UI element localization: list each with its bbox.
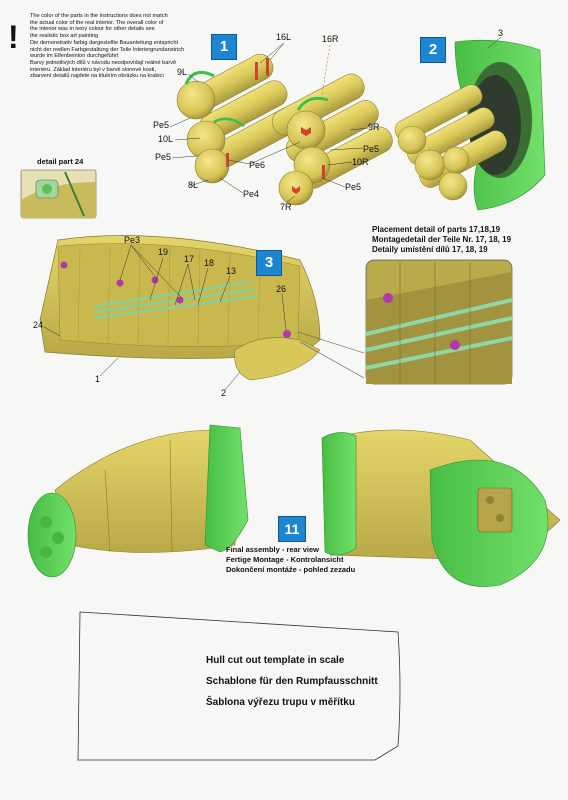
template-title-en: Hull cut out template in scale bbox=[206, 655, 345, 666]
final-caption-cz: Dokončení montáže - pohled zezadu bbox=[226, 565, 356, 574]
step-11-badge: 11 bbox=[278, 516, 306, 542]
part-label: 13 bbox=[226, 266, 237, 276]
part-label: 19 bbox=[158, 247, 169, 257]
step2-illustration bbox=[391, 37, 545, 210]
part-label: 9R bbox=[368, 122, 380, 132]
notice-line: The color of the parts in the instructions does not match bbox=[30, 13, 168, 19]
part-label: 7R bbox=[280, 202, 292, 212]
part-label: 3 bbox=[498, 28, 504, 38]
part-label: Pe3 bbox=[124, 235, 141, 245]
step-3-badge: 3 bbox=[256, 250, 282, 276]
template-title-de: Schablone für den Rumpfausschnitt bbox=[206, 676, 378, 687]
part-label: 1 bbox=[95, 374, 101, 384]
step1-illustration bbox=[170, 43, 397, 205]
notice-line: wurde im Elfenbeinton durchgeführt bbox=[30, 53, 119, 60]
part-label: 16R bbox=[322, 34, 339, 44]
part-label: 10R bbox=[352, 157, 369, 167]
part-label: 10L bbox=[158, 134, 174, 144]
notice-line: the realistic box art painting bbox=[30, 33, 99, 40]
final-caption-en: Final assembly - rear view bbox=[226, 545, 319, 554]
part-label: 26 bbox=[276, 284, 287, 294]
notice-line: interiéru. Základ interiéru byl v barvě slonové kosti, bbox=[30, 66, 156, 73]
warning-mark: ! bbox=[8, 19, 19, 55]
notice-line: zbarvení detailů najdete na titulním obrázku na krabici bbox=[30, 73, 164, 80]
detail24-illustration bbox=[21, 170, 96, 218]
part-label: 18 bbox=[204, 258, 215, 268]
part-label: Pe5 bbox=[155, 152, 172, 162]
part-label: Pe5 bbox=[363, 144, 380, 154]
step-2-badge: 2 bbox=[420, 37, 446, 63]
part-label: Pe5 bbox=[153, 120, 170, 130]
notice-line: Barvy jednotlivých dílů v návodu neodpovídají reálné barvě bbox=[30, 59, 177, 66]
part-label: 16L bbox=[276, 32, 292, 42]
step-1-badge: 1 bbox=[211, 34, 237, 60]
detail-24-caption: detail part 24 bbox=[37, 157, 84, 166]
notice-line: the actual color of the real interior. The overall color of bbox=[30, 19, 164, 26]
part-label: 17 bbox=[184, 254, 195, 264]
part-label: Pe6 bbox=[249, 160, 266, 170]
template-title-cz: Šablona výřezu trupu v měřítku bbox=[206, 697, 355, 708]
notice-line: Die demonstrativ farbig dargestellte Bauanleitung entspricht bbox=[30, 39, 179, 46]
part-label: 9L bbox=[177, 67, 188, 77]
part-label: 8L bbox=[188, 180, 199, 190]
part-label: Pe4 bbox=[243, 189, 260, 199]
part-label: Pe5 bbox=[345, 182, 362, 192]
placement-caption-en: Placement detail of parts 17,18,19 bbox=[372, 225, 501, 234]
part-label: 2 bbox=[221, 388, 227, 398]
final-caption-de: Fertige Montage - Kontrolansicht bbox=[226, 555, 344, 564]
part-label: 24 bbox=[33, 320, 44, 330]
placement-caption-de: Montagedetail der Teile Nr. 17, 18, 19 bbox=[372, 235, 512, 244]
notice-line: the interior was in ivory colour for other details see bbox=[30, 26, 155, 33]
step3-illustration bbox=[40, 236, 364, 391]
notice-line: nicht der reellen Farbgestaltung der Teile Interiergrundanstrich bbox=[30, 46, 185, 53]
placement-detail-illustration bbox=[366, 260, 512, 384]
placement-caption-cz: Detaily umístění dílů 17, 18, 19 bbox=[372, 245, 488, 254]
